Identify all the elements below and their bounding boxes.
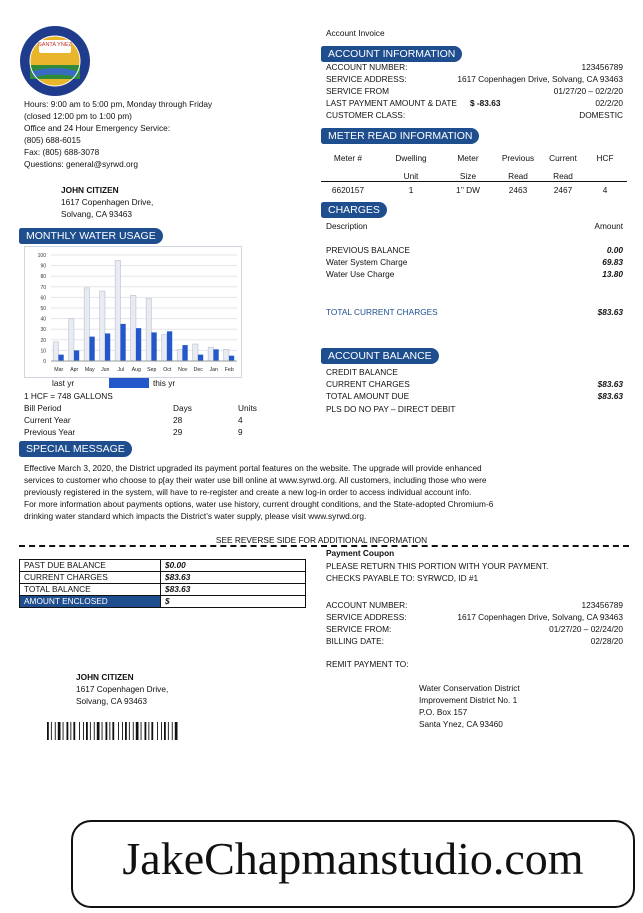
postal-barcode (47, 722, 179, 740)
meter-header: Current (549, 153, 577, 163)
x-tick-label: Jul (117, 367, 125, 373)
account-info-label: CUSTOMER CLASS: (326, 110, 406, 120)
special-message-heading: SPECIAL MESSAGE (19, 441, 132, 457)
total-due-label: TOTAL AMOUNT DUE (326, 391, 410, 401)
bar-last-year (100, 291, 105, 361)
x-tick-label: Jan (209, 367, 218, 373)
barcode-bar (168, 722, 169, 740)
barcode-bar (67, 722, 69, 740)
barcode-bar (90, 722, 91, 740)
bar-last-year (146, 298, 151, 361)
y-tick-label: 80 (40, 274, 46, 281)
stub-current-charges-value: $83.63 (161, 572, 306, 584)
legend-last-year: last yr (52, 378, 75, 388)
account-info-heading: ACCOUNT INFORMATION (321, 46, 462, 62)
account-info-label: ACCOUNT NUMBER: (326, 62, 408, 72)
x-tick-label: Apr (70, 367, 79, 373)
coupon-value: 123456789 (581, 600, 623, 610)
special-message-line: drinking water standard which impacts the District’s water supply, please visit www.syrwd.org. (24, 511, 367, 521)
barcode-bar (133, 722, 134, 740)
stub-row (20, 560, 306, 572)
bar-this-year (213, 349, 218, 361)
mailing-city: Solvang, CA 93463 (76, 696, 148, 706)
meter-header: Meter # (333, 153, 363, 163)
svg-text:SANTA YNEZ: SANTA YNEZ (38, 42, 72, 48)
current-year-units: 4 (238, 415, 243, 425)
bar-this-year (182, 345, 187, 361)
meter-cell: 1 (408, 185, 414, 195)
bill-period-header: Bill Period (24, 403, 62, 413)
office-fax: Fax: (805) 688-3078 (24, 147, 100, 157)
tear-line (19, 545, 629, 547)
stub-past-due-value: $0.00 (161, 560, 306, 572)
account-info-label: SERVICE ADDRESS: (326, 74, 407, 84)
bar-this-year (198, 355, 203, 361)
bar-last-year (208, 347, 213, 361)
coupon-value: 01/27/20 – 02/24/20 (549, 624, 623, 634)
current-year-label: Current Year (24, 415, 71, 425)
charge-item-label: Water System Charge (326, 257, 408, 267)
usage-heading: MONTHLY WATER USAGE (19, 228, 163, 244)
legend-this-year: this yr (153, 378, 176, 388)
meter-header: Dwelling (395, 153, 427, 163)
barcode-bar (157, 722, 158, 740)
total-current-charges-value: $83.63 (597, 307, 623, 317)
usage-chart (25, 247, 241, 377)
current-charges-value: $83.63 (597, 379, 623, 389)
bar-this-year (105, 333, 110, 361)
usage-chart-frame (24, 246, 242, 378)
barcode-bar (58, 722, 61, 740)
bar-last-year (224, 349, 229, 361)
legend-this-year-swatch (109, 378, 149, 388)
bar-last-year (193, 344, 198, 361)
direct-debit-note: PLS DO NO PAY – DIRECT DEBIT (326, 404, 456, 414)
bar-this-year (74, 350, 79, 361)
bar-this-year (167, 331, 172, 361)
meter-header: Previous (501, 153, 535, 163)
charges-heading: CHARGES (321, 202, 387, 218)
balance-stub-table (19, 559, 306, 608)
bar-this-year (120, 324, 125, 361)
special-message-line: Effective March 3, 2020, the District upgraded its payment portal features on the website. The upgrade will provide enhanced (24, 463, 482, 473)
customer-name: JOHN CITIZEN (61, 185, 119, 195)
current-charges-label: CURRENT CHARGES (326, 379, 410, 389)
y-tick-label: 50 (40, 306, 46, 312)
barcode-bar (136, 722, 139, 740)
barcode-bar (164, 722, 166, 740)
previous-year-units: 9 (238, 427, 243, 437)
account-info-value: DOMESTIC (579, 110, 623, 120)
coupon-label: ACCOUNT NUMBER: (326, 600, 408, 610)
bar-last-year (115, 260, 120, 361)
stub-amount-enclosed-label: AMOUNT ENCLOSED (20, 596, 161, 608)
bar-last-year (177, 349, 182, 361)
account-info-value: 1617 Copenhagen Drive, Solvang, CA 93463 (457, 74, 623, 84)
y-tick-label: 90 (40, 263, 46, 270)
x-tick-label: May (84, 367, 95, 373)
stub-current-charges-label: CURRENT CHARGES (20, 572, 161, 584)
barcode-bar (97, 722, 100, 740)
stub-row (20, 572, 306, 584)
barcode-bar (148, 722, 149, 740)
barcode-bar (125, 722, 127, 740)
bar-this-year (89, 337, 94, 361)
barcode-bar (86, 722, 88, 740)
bar-last-year (69, 319, 74, 361)
y-tick-label: 40 (40, 316, 46, 323)
current-year-days: 28 (173, 415, 183, 425)
meter-cell: 2467 (553, 185, 573, 195)
customer-city: Solvang, CA 93463 (61, 209, 133, 219)
barcode-bar (94, 722, 95, 740)
mailing-street: 1617 Copenhagen Drive, (76, 684, 169, 694)
office-email[interactable]: Questions: general@syrwd.org (24, 159, 139, 169)
meter-subheader: Read (553, 171, 573, 181)
remit-label: REMIT PAYMENT TO: (326, 659, 409, 669)
charge-item-value: 69.83 (602, 257, 623, 267)
charge-item-label: Water Use Charge (326, 269, 395, 279)
barcode-bar (51, 722, 52, 740)
meter-subheader: Read (508, 171, 528, 181)
barcode-bar (47, 722, 49, 740)
total-due-value: $83.63 (597, 391, 623, 401)
barcode-bar (83, 722, 84, 740)
previous-year-label: Previous Year (24, 427, 76, 437)
bar-last-year (131, 295, 136, 361)
bar-this-year (151, 332, 156, 361)
x-tick-label: Feb (224, 367, 234, 373)
meter-cell: 1’’ DW (456, 185, 480, 195)
x-tick-label: Nov (178, 367, 188, 373)
y-tick-label: 100 (37, 253, 46, 259)
barcode-bar (122, 722, 123, 740)
remit-line-2: Improvement District No. 1 (419, 695, 518, 705)
watermark-banner (71, 820, 635, 908)
meter-header: Meter (457, 153, 479, 163)
y-tick-label: 60 (40, 295, 46, 302)
barcode-bar (109, 722, 110, 740)
x-tick-label: Aug (131, 367, 141, 373)
y-tick-label: 20 (40, 337, 46, 344)
meter-subheader: Unit (403, 171, 419, 181)
account-balance-heading: ACCOUNT BALANCE (321, 348, 439, 364)
bar-last-year (53, 342, 58, 361)
account-info-value: 01/27/20 – 02/2/20 (553, 86, 623, 96)
stub-row (20, 584, 306, 596)
barcode-bar (102, 722, 103, 740)
coupon-return-line: PLEASE RETURN THIS PORTION WITH YOUR PAYMENT. (326, 561, 549, 571)
coupon-payable-line: CHECKS PAYABLE TO: SYRWCD, ID #1 (326, 573, 479, 583)
barcode-bar (63, 722, 64, 740)
stub-past-due-label: PAST DUE BALANCE (20, 560, 161, 572)
invoice-title: Account Invoice (326, 28, 385, 38)
reverse-side-note: SEE REVERSE SIDE FOR ADDITIONAL INFORMATION (215, 535, 428, 545)
account-info-value: 123456789 (581, 62, 623, 72)
barcode-bar (172, 722, 173, 740)
special-message-line: services to customer who choose to p[ay their water use bill online at www.syrwd.org. All customers, including those who were (24, 475, 487, 485)
barcode-bar (129, 722, 130, 740)
office-lunch: (closed 12:00 pm to 1:00 pm) (24, 111, 132, 121)
x-tick-label: Dec (193, 367, 203, 373)
bar-this-year (136, 328, 141, 361)
office-phone: (805) 688-6015 (24, 135, 81, 145)
meter-cell: 2463 (508, 185, 528, 195)
hcf-note: 1 HCF = 748 GALLONS (24, 391, 113, 401)
barcode-bar (112, 722, 114, 740)
account-info-value: 02/2/20 (595, 98, 623, 108)
previous-year-days: 29 (173, 427, 183, 437)
x-tick-label: Sep (147, 367, 157, 373)
y-tick-label: 0 (43, 359, 46, 365)
last-payment-amount: $ -83.63 (470, 98, 501, 108)
barcode-bar (151, 722, 153, 740)
units-header: Units (238, 403, 257, 413)
charge-item-value: 0.00 (606, 245, 623, 255)
customer-street: 1617 Copenhagen Drive, (61, 197, 154, 207)
charges-description-label: Description (326, 221, 368, 231)
barcode-bar (55, 722, 56, 740)
barcode-bar (73, 722, 75, 740)
office-hours: Hours: 9:00 am to 5:00 pm, Monday through Friday (24, 99, 213, 109)
x-tick-label: Oct (163, 367, 172, 373)
meter-subheader: Size (459, 171, 477, 181)
stub-amount-enclosed-input[interactable]: $ (161, 596, 306, 608)
charge-item-label: PREVIOUS BALANCE (326, 245, 410, 255)
barcode-bar (118, 722, 119, 740)
y-tick-label: 10 (40, 348, 46, 355)
special-message-line: For more information about payments options, water use history, current drought conditions, and the State-adopted Chromium-6 (24, 499, 494, 509)
bar-this-year (58, 355, 63, 361)
x-tick-label: Mar (54, 367, 64, 373)
stub-total-balance-label: TOTAL BALANCE (20, 584, 161, 596)
coupon-label: SERVICE ADDRESS: (326, 612, 407, 622)
account-info-label: SERVICE FROM (326, 86, 390, 96)
remit-line-1: Water Conservation District (419, 683, 520, 693)
coupon-value: 02/28/20 (590, 636, 623, 646)
y-tick-label: 70 (40, 284, 46, 291)
barcode-bar (175, 722, 178, 740)
coupon-label: SERVICE FROM: (326, 624, 392, 634)
meter-cell: 4 (602, 185, 608, 195)
barcode-bar (141, 722, 142, 740)
barcode-bar (79, 722, 80, 740)
meter-cell: 6620157 (331, 185, 365, 195)
district-logo (19, 25, 91, 97)
charge-item-value: 13.80 (602, 269, 623, 279)
account-info-label: LAST PAYMENT AMOUNT & DATE (326, 98, 457, 108)
credit-balance-label: CREDIT BALANCE (326, 367, 398, 377)
barcode-bar (106, 722, 108, 740)
y-tick-label: 30 (40, 327, 46, 334)
stub-row (20, 596, 306, 608)
stub-total-balance-value: $83.63 (161, 584, 306, 596)
bar-last-year (84, 288, 89, 361)
barcode-bar (145, 722, 147, 740)
special-message-line: previously registered in the system, will have to re-register and create a new log-in order to access individual account info. (24, 487, 472, 497)
remit-line-3: P.O. Box 157 (419, 707, 468, 717)
x-tick-label: Jun (101, 367, 110, 373)
coupon-value: 1617 Copenhagen Drive, Solvang, CA 93463 (457, 612, 623, 622)
barcode-bar (161, 722, 162, 740)
office-emergency: Office and 24 Hour Emergency Service: (24, 123, 171, 133)
total-current-charges-label: TOTAL CURRENT CHARGES (326, 307, 438, 317)
charges-amount-label: Amount (594, 221, 623, 231)
bar-this-year (229, 356, 234, 361)
bar-last-year (162, 335, 167, 362)
barcode-bar (70, 722, 71, 740)
coupon-label: BILLING DATE: (326, 636, 384, 646)
meter-heading: METER READ INFORMATION (321, 128, 479, 144)
coupon-title: Payment Coupon (326, 548, 395, 558)
days-header: Days (173, 403, 192, 413)
mailing-name: JOHN CITIZEN (76, 672, 134, 682)
watermark-text: JakeChapmanstudio.com (122, 833, 584, 884)
meter-header: HCF (596, 153, 614, 163)
remit-line-4: Santa Ynez, CA 93460 (419, 719, 503, 729)
